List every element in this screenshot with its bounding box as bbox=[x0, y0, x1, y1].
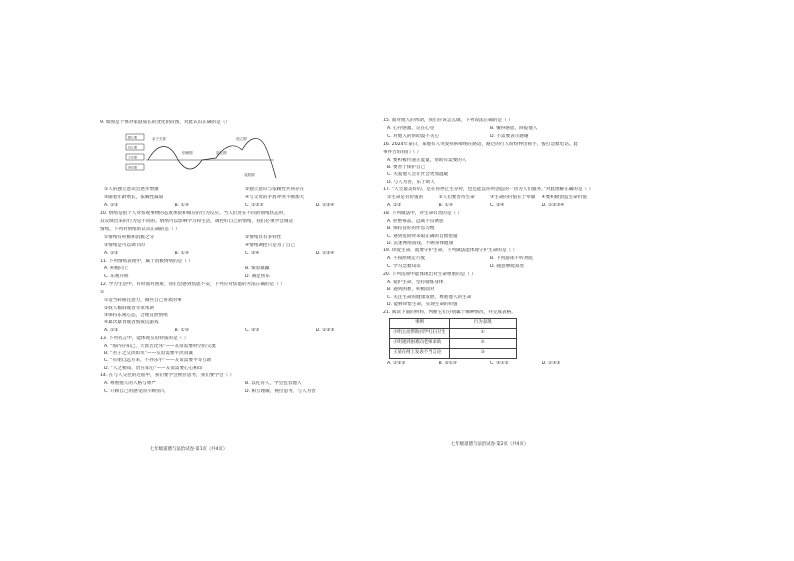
q13-option-c[interactable]: C. “有朋自远方来，不亦乐乎”——友谊需要平等互助 bbox=[104, 358, 212, 364]
question-16-line-2: 事件告诉我们（ ） bbox=[383, 149, 422, 155]
q10-option-3: ③情绪是可以调节的 bbox=[104, 242, 145, 248]
q13-option-b[interactable]: B. “君子之交淡如水”——友谊需要平淡真诚 bbox=[104, 350, 193, 356]
q11-option-c[interactable]: C. 乐观开朗 bbox=[104, 274, 129, 280]
question-15: 15. 面对他人的帮助，我们应该怎么做，下列说法正确的是（ ） bbox=[383, 118, 513, 123]
q9-options-row-1 bbox=[104, 187, 386, 193]
q15-options-row-2 bbox=[387, 134, 593, 140]
q15-options-row-1 bbox=[387, 126, 593, 132]
q21-row-2-blank: ② bbox=[449, 339, 516, 349]
question-18: 18. 下列做法中，对生命有害的是（ ） bbox=[383, 210, 463, 216]
q21-table bbox=[389, 318, 517, 359]
q19-option-c[interactable]: C. 学习急救知识 bbox=[387, 264, 421, 270]
q21-choice-d[interactable]: D. ①③② bbox=[541, 361, 561, 367]
q16-option-c[interactable]: C. 关爱他人会让社会更加温暖 bbox=[387, 172, 449, 178]
q17-options-row bbox=[387, 195, 593, 201]
q9-options-row-2 bbox=[104, 195, 386, 201]
q18-option-c[interactable]: C. 遇到危险时采取正确的自救措施 bbox=[387, 233, 458, 239]
q11-options-row-1 bbox=[104, 266, 386, 272]
q21-header-behavior: 行为表现 bbox=[449, 319, 516, 329]
q9-option-2: ②独立意识与依赖性共同存在 bbox=[245, 187, 305, 193]
diagram-label-2: 依赖期 bbox=[182, 151, 193, 156]
question-10-line-3: 情绪。下列对情绪的认识正确的是（ ） bbox=[100, 226, 180, 232]
table-row bbox=[390, 339, 517, 349]
right-column bbox=[383, 118, 593, 369]
q10-option-1: ①情绪有积极和消极之分 bbox=[104, 234, 155, 240]
q20-option-c[interactable]: C. 关注生命的健康发展，尊重他人的生命 bbox=[387, 294, 472, 300]
q21-choice-b[interactable]: B. ②①③ bbox=[438, 361, 457, 367]
left-column bbox=[100, 120, 386, 397]
q10-option-4: ④情绪调控只是为了自己 bbox=[245, 242, 296, 248]
q9-option-1: ①人的独立意识会逐步增强 bbox=[104, 187, 159, 193]
q19-options-row-2 bbox=[387, 264, 593, 270]
q17-choice-b[interactable]: B. ①③ bbox=[438, 202, 453, 208]
diagram-box-label-3: 少年期 bbox=[128, 155, 138, 160]
q9-option-3: ③随着年龄增长，依赖性减弱 bbox=[104, 195, 164, 201]
q9-option-4: ④与父母的矛盾冲突不断加大 bbox=[245, 195, 305, 201]
q15-option-a[interactable]: A. 心存感激，记在心里 bbox=[387, 125, 435, 131]
q10-choice-d[interactable]: D. ①②④ bbox=[315, 250, 335, 256]
q10-choices bbox=[104, 251, 386, 257]
q12-choices bbox=[104, 328, 386, 334]
q9-choice-a[interactable]: A. ①② bbox=[104, 203, 119, 209]
table-row bbox=[390, 349, 517, 359]
q12-option-2: ②找人倾诉或者寻求帮助 bbox=[104, 305, 155, 311]
q15-option-b[interactable]: B. 懂得感恩，回报他人 bbox=[490, 125, 538, 131]
growth-diagram bbox=[124, 128, 294, 184]
q15-option-d[interactable]: D. 不需要表示感谢 bbox=[490, 133, 529, 139]
q17-choice-d[interactable]: D. ①②③④ bbox=[541, 202, 565, 208]
question-11: 11. 下列情绪表现中，属于消极情绪的是（ ） bbox=[100, 258, 193, 264]
q12-option-4: ④暴饮暴食或者熬夜玩游戏 bbox=[104, 320, 159, 326]
question-16: 16. 2024年某日，某地有人突发疾病晕倒在路边，路过的行人纷纷伸出援手，拨打急救电话。此 bbox=[383, 141, 579, 147]
q9-choice-d[interactable]: D. ①②④ bbox=[315, 203, 335, 209]
diagram-curve bbox=[148, 139, 276, 179]
diagram-label-1: 亲子关系 bbox=[152, 137, 166, 142]
q15-option-c[interactable]: C. 对他人的帮助漠不关心 bbox=[387, 133, 440, 139]
q17-choices bbox=[387, 203, 593, 209]
question-13: 13. 下列名言中，能体现友谊特质的是（ ） bbox=[100, 335, 189, 341]
q12-choice-d[interactable]: D. ①②③ bbox=[315, 327, 335, 333]
question-20: 20. 下列选项中能体现出对生命尊重的是（ ） bbox=[383, 272, 476, 278]
q20-option-d[interactable]: D. 能够珍惜生命，实现生命的价值 bbox=[387, 302, 458, 308]
q16-option-a[interactable]: A. 要积极传递正能量，帮助有需要的人 bbox=[387, 157, 467, 163]
q17-choice-a[interactable]: A. ①② bbox=[387, 202, 402, 208]
q21-row-2-case: 小明遇到困难向老师求助 bbox=[390, 339, 450, 349]
q21-header-case: 事例 bbox=[390, 319, 450, 329]
q19-option-a[interactable]: A. 不按照规定行驶 bbox=[387, 256, 426, 262]
q18-option-d[interactable]: D. 沉迷网络游戏，不顾身体健康 bbox=[387, 241, 454, 246]
q21-choice-c[interactable]: C. ③①② bbox=[490, 361, 509, 367]
q19-option-b[interactable]: B. 下河游泳不听劝阻 bbox=[490, 256, 533, 262]
q18-option-b[interactable]: B. 保持良好的作息习惯 bbox=[387, 226, 435, 232]
q11-option-b[interactable]: B. 愤怒暴躁 bbox=[245, 266, 270, 272]
q12-choice-c[interactable]: C. ②③ bbox=[245, 327, 260, 333]
diagram-label-3: 逆反期 bbox=[216, 151, 227, 156]
q21-table-header-row bbox=[390, 319, 517, 329]
q17-option-1: ①生命是有价值的 bbox=[387, 195, 424, 201]
q11-options-row-2 bbox=[104, 274, 386, 280]
q10-choice-b[interactable]: B. ①③ bbox=[174, 250, 189, 256]
page-footer-left: 七年级道德与法治试卷·第1页（共4页） bbox=[150, 447, 228, 452]
q21-choice-a[interactable]: A. ①②③ bbox=[387, 361, 406, 367]
question-19: 19. 珍爱生命，就要守护生命。下列做法能体现守护生命的是（ ） bbox=[383, 248, 518, 254]
q10-option-2: ②情绪具有多样性 bbox=[245, 234, 282, 240]
q17-option-3: ③生命的价值在于奉献 bbox=[490, 195, 536, 201]
question-14: 14. 在与人交往的过程中，我们要学会换位思考，我们要学会（ ） bbox=[100, 373, 235, 379]
question-12-note: ① bbox=[100, 290, 105, 296]
q19-option-d[interactable]: D. 随意攀爬高处 bbox=[490, 264, 525, 270]
q13-option-d[interactable]: D. “人之相知，贵在知心”——友谊需要心心相印 bbox=[104, 365, 203, 371]
q21-row-3-blank: ③ bbox=[449, 349, 516, 359]
q10-options-row-1 bbox=[104, 235, 386, 241]
q12-option-3: ③保持乐观心态，合理宣泄情绪 bbox=[104, 312, 168, 318]
q19-options-row-1 bbox=[387, 256, 593, 262]
q17-option-2: ②人们要善待生命 bbox=[438, 195, 475, 201]
growth-diagram-svg bbox=[124, 128, 294, 184]
q21-choices bbox=[387, 361, 593, 367]
q12-choice-b[interactable]: B. ①③ bbox=[174, 327, 189, 333]
q10-options-row-2 bbox=[104, 243, 386, 249]
question-21: 21. 阅读下面的材料，判断它们分别属于哪种情况，并完成表格。 bbox=[383, 309, 516, 315]
diagram-label-5: 成熟期 bbox=[244, 173, 255, 178]
diagram-box-label-2: 幼儿期 bbox=[128, 145, 138, 150]
q9-choice-b[interactable]: B. ①③ bbox=[174, 203, 189, 209]
q16-option-d[interactable]: D. 与人为善，乐于助人 bbox=[387, 179, 435, 185]
q13-option-a[interactable]: A. “海内存知己，天涯若比邻”——友谊需要时空的交流 bbox=[104, 343, 216, 349]
question-17: 17. “人生最美好的，是在你停止生存时，也还能以你所创造的一切为人们服务。”对此理解正确的是（ ） bbox=[383, 187, 593, 193]
q11-option-d[interactable]: D. 满足快乐 bbox=[245, 274, 270, 280]
table-row bbox=[390, 329, 517, 339]
page-footer-right: 七年级道德与法治试卷·第2页（共4页） bbox=[451, 442, 529, 447]
q11-option-a[interactable]: A. 积极向上 bbox=[104, 266, 129, 272]
q10-choice-c[interactable]: C. ②④ bbox=[245, 250, 260, 256]
diagram-label-4: 独立期 bbox=[236, 137, 247, 142]
q14-options-row-2 bbox=[104, 389, 386, 395]
question-9: 9. 如图是个体对家庭成长的变化阶段图，对此认识正确的是（） bbox=[100, 120, 230, 125]
q18-option-a[interactable]: A. 拒绝毒品，远离不良诱惑 bbox=[387, 218, 444, 224]
question-12: 12. 学习生活中，有时面对困难，我们会感到焦虑不安，下列应对焦虑的方法正确的是（ ） bbox=[100, 282, 285, 288]
q9-choices bbox=[104, 203, 386, 209]
diagram-box-label-4: 青年期 bbox=[128, 165, 138, 170]
q14-option-b[interactable]: B. 以礼待人，学会包容他人 bbox=[245, 381, 302, 387]
q21-row-1-blank: ① bbox=[449, 329, 516, 339]
q10-choice-a[interactable]: A. ①② bbox=[104, 250, 119, 256]
q21-row-1-case: 小明主动帮助同学打扫卫生 bbox=[390, 329, 450, 339]
q12-option-1: ①适当转移注意力，做些自己喜欢的事 bbox=[104, 298, 182, 304]
q14-options-row-1 bbox=[104, 381, 386, 387]
question-10: 10. 情绪是指个人对客观事物的态度体验和相应的行为反应。当人们处在不同的情绪状态时， bbox=[100, 211, 288, 217]
q16-option-b[interactable]: B. 要善于保护自己 bbox=[387, 164, 426, 170]
q14-option-d[interactable]: D. 相互理解，换位思考，与人为善 bbox=[245, 388, 316, 394]
q21-row-3-case: 王某在网上发表不当言论 bbox=[390, 349, 450, 359]
q17-option-4: ④要积极创造生命价值 bbox=[541, 195, 587, 201]
q20-option-a[interactable]: A. 爱护生命，坚持锻炼身体 bbox=[387, 280, 444, 286]
q9-choice-c[interactable]: C. ①②③ bbox=[245, 203, 264, 209]
q14-option-a[interactable]: A. 尊重他人的人格与尊严 bbox=[104, 381, 156, 387]
q20-option-b[interactable]: B. 遇到困难，积极面对 bbox=[387, 287, 435, 293]
q17-choice-c[interactable]: C. ②④ bbox=[490, 202, 505, 208]
q14-option-c[interactable]: C. 只顾自己的感受而不顾别人 bbox=[104, 388, 166, 394]
diagram-box-label-1: 婴儿期 bbox=[128, 135, 138, 140]
question-10-line-2: 其反映出来的行为是不同的。情绪可以影响学习和生活，调控好自己的情绪，我们必须学会调适 bbox=[100, 219, 293, 225]
q12-choice-a[interactable]: A. ①② bbox=[104, 327, 119, 333]
